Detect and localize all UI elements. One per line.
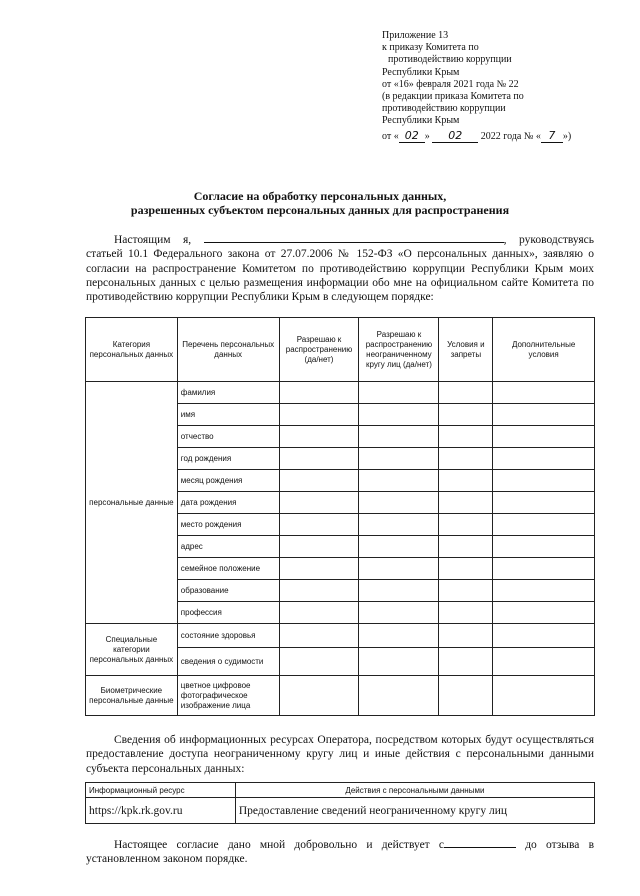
item-cell: образование [177, 580, 279, 602]
header-line: (в редакции приказа Комитета по [382, 91, 524, 103]
category-cell: Биометрические персональные данные [86, 676, 178, 716]
header-line: противодействию коррупции [382, 103, 506, 115]
allow-cell[interactable] [279, 602, 359, 624]
extra-conditions-cell[interactable] [493, 404, 595, 426]
final-start: Настоящее согласие дано мной добровольно и действует с [114, 839, 444, 851]
item-cell: адрес [177, 536, 279, 558]
allow-unlimited-cell[interactable] [359, 536, 439, 558]
allow-cell[interactable] [279, 426, 359, 448]
conditions-cell[interactable] [439, 648, 493, 676]
item-cell: год рождения [177, 448, 279, 470]
item-cell: отчество [177, 426, 279, 448]
allow-unlimited-cell[interactable] [359, 624, 439, 648]
conditions-cell[interactable] [439, 580, 493, 602]
extra-conditions-cell[interactable] [493, 470, 595, 492]
resource-action: Предоставление сведений неограниченному кругу лиц [235, 798, 594, 824]
item-cell: цветное цифровое фотографическое изображение лица [177, 676, 279, 716]
intro-start: Настоящим я, [114, 234, 192, 246]
header-line: Республики Крым [382, 66, 460, 78]
resources-col-header: Действия с персональными данными [235, 783, 594, 798]
resources-header-row [86, 783, 595, 798]
extra-conditions-cell[interactable] [493, 580, 595, 602]
conditions-cell[interactable] [439, 426, 493, 448]
col-header: Разрешаю к распространению (да/нет) [279, 318, 359, 382]
allow-unlimited-cell[interactable] [359, 580, 439, 602]
allow-unlimited-cell[interactable] [359, 558, 439, 580]
extra-conditions-cell[interactable] [493, 514, 595, 536]
conditions-cell[interactable] [439, 404, 493, 426]
item-cell: дата рождения [177, 492, 279, 514]
extra-conditions-cell[interactable] [493, 558, 595, 580]
allow-cell[interactable] [279, 514, 359, 536]
intro-rest: , руководствуясь статьей 10.1 Федерального закона от 27.07.2006 № 152-ФЗ «О персональных данных», заявляю о согласии на распространение Комитетом по противодействию коррупции Республики Крым моих персональных данных с целью размещения информации обо мне на официальном сайте Комитета по противодействию коррупции Республики Крым в следующем порядке: [86, 234, 594, 304]
extra-conditions-cell[interactable] [493, 602, 595, 624]
item-cell: сведения о судимости [177, 648, 279, 676]
final-end: до отзыва в установленном законом порядке. [86, 839, 595, 866]
extra-conditions-cell[interactable] [493, 382, 595, 404]
allow-unlimited-cell[interactable] [359, 470, 439, 492]
allow-cell[interactable] [279, 558, 359, 580]
intro-paragraph [86, 233, 594, 304]
item-cell: профессия [177, 602, 279, 624]
extra-conditions-cell[interactable] [493, 448, 595, 470]
item-cell: семейное положение [177, 558, 279, 580]
header-line: от «16» февраля 2021 года № 22 [382, 78, 519, 90]
final-paragraph [86, 838, 594, 867]
header-line: к приказу Комитета по [382, 42, 479, 54]
conditions-cell[interactable] [439, 382, 493, 404]
allow-cell[interactable] [279, 470, 359, 492]
item-cell: месяц рождения [177, 470, 279, 492]
col-header: Категория персональных данных [86, 318, 178, 382]
allow-cell[interactable] [279, 580, 359, 602]
extra-conditions-cell[interactable] [493, 624, 595, 648]
header-mid1: » [424, 130, 430, 142]
header-line: Республики Крым [382, 115, 460, 127]
header-amendment-line [382, 130, 612, 143]
handwritten-day: 02 [399, 130, 425, 143]
conditions-cell[interactable] [439, 492, 493, 514]
header-prefix: от « [382, 130, 399, 142]
extra-conditions-cell[interactable] [493, 676, 595, 716]
conditions-cell[interactable] [439, 536, 493, 558]
conditions-cell[interactable] [439, 470, 493, 492]
title-line-2: разрешенных субъектом персональных данных для распространения [130, 203, 510, 217]
table-row [86, 676, 595, 716]
consent-table [85, 317, 595, 716]
header-line: противодействию коррупции [388, 54, 512, 66]
allow-unlimited-cell[interactable] [359, 514, 439, 536]
item-cell: состояние здоровья [177, 624, 279, 648]
col-header: Разрешаю к распространению неограниченному кругу лиц (да/нет) [359, 318, 439, 382]
allow-cell[interactable] [279, 492, 359, 514]
allow-cell[interactable] [279, 624, 359, 648]
conditions-cell[interactable] [439, 448, 493, 470]
conditions-cell[interactable] [439, 558, 493, 580]
table-header-row [86, 318, 595, 382]
conditions-cell[interactable] [439, 676, 493, 716]
conditions-cell[interactable] [439, 624, 493, 648]
col-header: Условия и запреты [439, 318, 493, 382]
allow-unlimited-cell[interactable] [359, 426, 439, 448]
item-cell: фамилия [177, 382, 279, 404]
allow-cell[interactable] [279, 448, 359, 470]
allow-unlimited-cell[interactable] [359, 382, 439, 404]
header-suffix: ») [562, 130, 572, 142]
col-header: Дополнительные условия [493, 318, 595, 382]
allow-unlimited-cell[interactable] [359, 602, 439, 624]
extra-conditions-cell[interactable] [493, 426, 595, 448]
resources-paragraph: Сведения об информационных ресурсах Оператора, посредством которых будут осуществляться предоставление доступа неограниченному кругу лиц и иные действия с персональными данными субъекта персональных данных: [86, 734, 594, 775]
table-row [86, 382, 595, 404]
extra-conditions-cell[interactable] [493, 536, 595, 558]
handwritten-number: 7 [541, 130, 563, 143]
allow-unlimited-cell[interactable] [359, 648, 439, 676]
col-header: Перечень персональных данных [177, 318, 279, 382]
document-title [0, 189, 640, 217]
category-cell: персональные данные [86, 382, 178, 624]
table-row [86, 624, 595, 648]
header-mid2: 2022 года № « [480, 130, 541, 142]
allow-cell[interactable] [279, 404, 359, 426]
conditions-cell[interactable] [439, 514, 493, 536]
item-cell: имя [177, 404, 279, 426]
handwritten-month: 02 [432, 130, 478, 143]
allow-unlimited-cell[interactable] [359, 676, 439, 716]
allow-unlimited-cell[interactable] [359, 492, 439, 514]
start-date-field[interactable] [444, 847, 516, 848]
category-cell: Специальные категории персональных данных [86, 624, 178, 676]
item-cell: место рождения [177, 514, 279, 536]
allow-cell[interactable] [279, 648, 359, 676]
allow-cell[interactable] [279, 536, 359, 558]
conditions-cell[interactable] [439, 602, 493, 624]
allow-unlimited-cell[interactable] [359, 448, 439, 470]
allow-cell[interactable] [279, 676, 359, 716]
allow-unlimited-cell[interactable] [359, 404, 439, 426]
title-line-1: Согласие на обработку персональных данных, [193, 189, 447, 203]
appendix-header [382, 30, 612, 143]
extra-conditions-cell[interactable] [493, 648, 595, 676]
resources-table [85, 782, 595, 824]
allow-cell[interactable] [279, 382, 359, 404]
resources-row [86, 798, 595, 824]
resources-col-header: Информационный ресурс [86, 783, 236, 798]
header-line: Приложение 13 [382, 30, 449, 41]
resource-url[interactable]: https://kpk.rk.gov.ru [86, 798, 236, 824]
name-field[interactable] [204, 242, 504, 243]
extra-conditions-cell[interactable] [493, 492, 595, 514]
